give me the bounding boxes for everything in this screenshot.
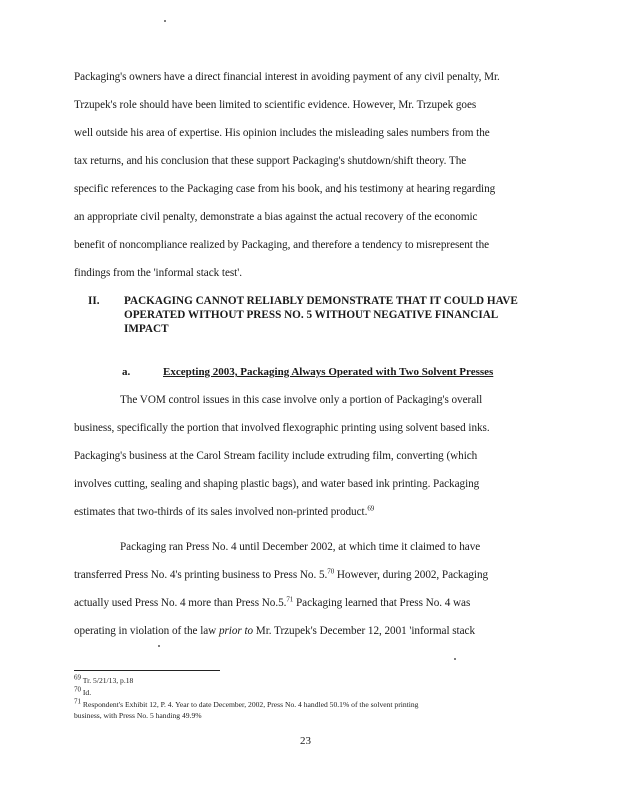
paragraph-line: business, specifically the portion that involved flexographic printing using solvent based inks. (74, 422, 490, 434)
paragraph-line (74, 505, 574, 519)
section-heading-line: OPERATED WITHOUT PRESS NO. 5 WITHOUT NEGATIVE FINANCIAL (124, 309, 499, 321)
paragraph-line (74, 568, 574, 582)
footnote-number: 70 (74, 685, 81, 694)
page-number: 23 (300, 735, 311, 747)
paragraph-line: well outside his area of expertise. His opinion includes the misleading sales numbers from the (74, 127, 490, 139)
footnote-ref[interactable]: 71 (286, 595, 294, 604)
footnote-text: Id. (81, 688, 92, 697)
paragraph-line: tax returns, and his conclusion that these support Packaging's shutdown/shift theory. The (74, 155, 467, 167)
paragraph-line: involves cutting, sealing and shaping plastic bags), and water based ink printing. Packaging (74, 478, 480, 490)
footnote-number: 69 (74, 673, 81, 682)
paragraph-line: Trzupek's role should have been limited to scientific evidence. However, Mr. Trzupek goes (74, 99, 477, 111)
section-heading-line: IMPACT (124, 323, 169, 335)
footnote-text: Respondent's Exhibit 12, P. 4. Year to date December, 2002, Press No. 4 handled 50.1% of the solvent printing (81, 700, 419, 709)
footnote-ref[interactable]: 70 (327, 567, 335, 576)
paragraph-line: benefit of noncompliance realized by Packaging, and therefore a tendency to misrepresent the (74, 239, 490, 251)
section-heading-line: PACKAGING CANNOT RELIABLY DEMONSTRATE THAT IT COULD HAVE (124, 295, 518, 307)
subsection-title: Excepting 2003, Packaging Always Operated with Two Solvent Presses (163, 366, 494, 378)
section-number: II. (88, 295, 100, 307)
footnote-divider (74, 670, 220, 671)
paragraph-line: an appropriate civil penalty, demonstrate a bias against the actual recovery of the economic (74, 211, 478, 223)
paragraph-text: transferred Press No. 4's printing business to Press No. 5. (74, 569, 328, 581)
paragraph-text: Packaging learned that Press No. 4 was (293, 597, 471, 609)
scan-speck (164, 20, 166, 22)
paragraph-line: Packaging's owners have a direct financial interest in avoiding payment of any civil penalty, Mr. (74, 71, 500, 83)
paragraph-line: The VOM control issues in this case involve only a portion of Packaging's overall (120, 394, 483, 406)
paragraph-text: operating in violation of the law (74, 625, 219, 637)
paragraph-line: specific references to the Packaging case from his book, and his testimony at hearing regarding (74, 183, 496, 195)
emphasis-text: prior to (218, 625, 254, 637)
section-heading (88, 294, 100, 308)
paragraph-text: estimates that two-thirds of its sales involved non-printed product. (74, 506, 368, 518)
paragraph-text: However, during 2002, Packaging (334, 569, 489, 581)
paragraph-text: actually used Press No. 4 more than Press No.5. (74, 597, 287, 609)
footnote-ref[interactable]: 69 (367, 504, 375, 513)
paragraph-text: Mr. Trzupek's December 12, 2001 'informal stack (253, 625, 475, 637)
subsection-letter: a. (122, 366, 131, 378)
scan-speck (158, 645, 160, 647)
footnote-number: 71 (74, 697, 81, 706)
paragraph-line: findings from the 'informal stack test'. (74, 267, 242, 279)
footnote-text: Tr. 5/21/13, p.18 (81, 676, 134, 685)
paragraph-line: Packaging ran Press No. 4 until December 2002, at which time it claimed to have (120, 541, 481, 553)
scan-speck (454, 658, 456, 660)
paragraph-line: Packaging's business at the Carol Stream facility include extruding film, converting (which (74, 450, 478, 462)
footnote-continuation: business, with Press No. 5 handing 49.9% (74, 711, 202, 720)
footnote (74, 697, 419, 710)
paragraph-line (74, 624, 574, 638)
paragraph-line (74, 596, 574, 610)
footnote (74, 673, 134, 686)
